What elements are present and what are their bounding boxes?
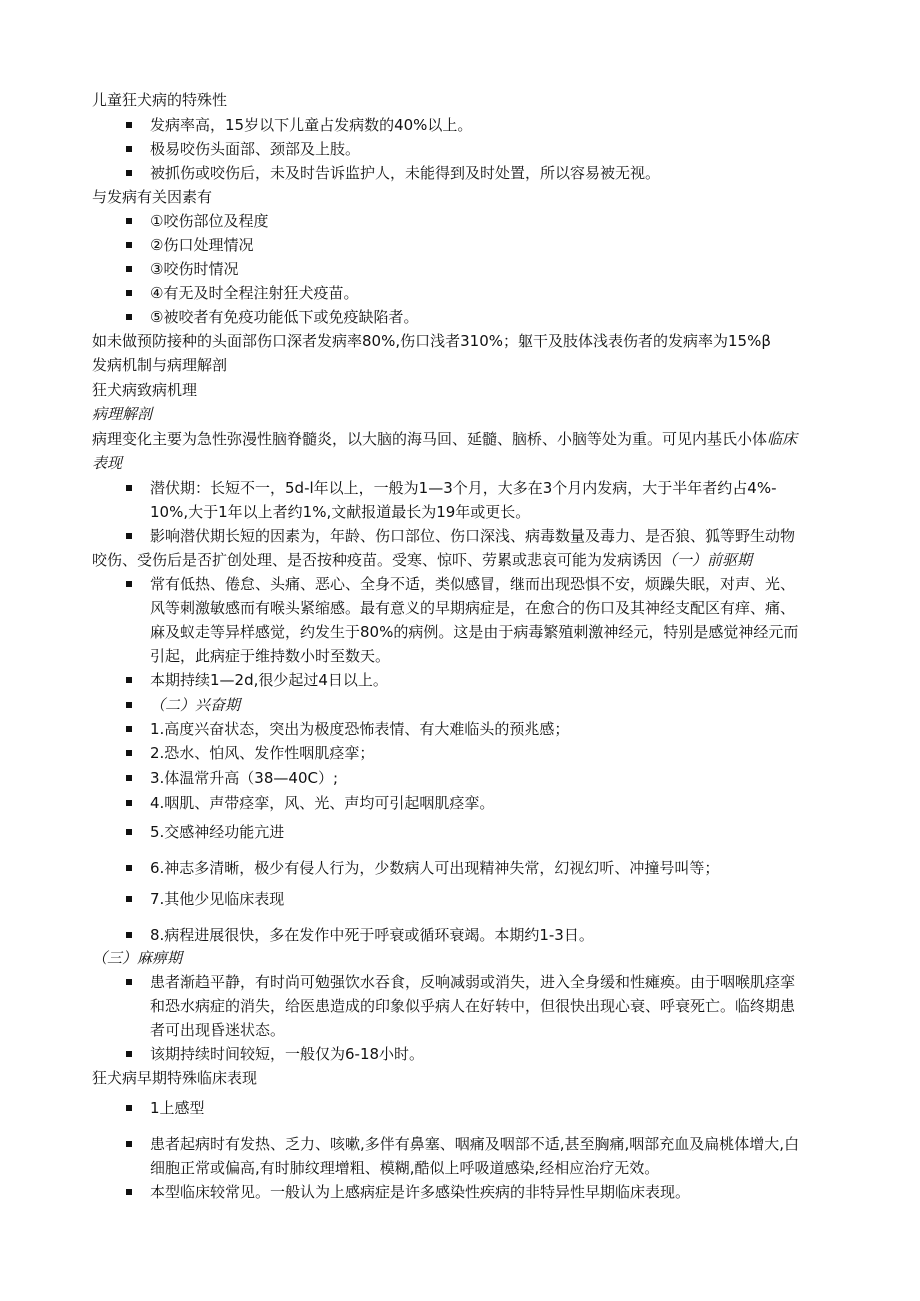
excite-item-8: 8.病程进展很快，多在发作中死于呼衰或循环衰竭。本期约1-3日。	[150, 926, 594, 944]
incubation-line-2: 10%,大于1年以上者约1%,文献报道最长为19年或更长。	[150, 503, 531, 521]
incubation-line-1: 潜伏期：长短不一，5d-l年以上，一般为1—3个月，大多在3个月内发病，大于半年者约占4%-	[150, 479, 777, 497]
bullet-icon	[126, 266, 132, 272]
excite-item-5: 5.交感神经功能亢进	[150, 823, 285, 841]
paralysis-duration: 该期持续时间较短，一般仅为6-18小时。	[150, 1045, 425, 1063]
prodrome-duration: 本期持续1—2d,很少起过4日以上。	[150, 671, 388, 689]
bullet-icon	[126, 865, 132, 871]
prodrome-line-1: 常有低热、倦怠、头痛、恶心、全身不适，类似感冒，继而出现恐惧不安，烦躁失眠，对声、光、	[150, 575, 796, 593]
excite-item-3: 3.体温常升高（38—40C）;	[150, 769, 339, 787]
early-symptoms-line-2: 细胞正常或偏高,有时肺纹理增粗、模糊,酷似上呼吸道感染,经相应治疗无效。	[150, 1159, 660, 1177]
heading-mechanism: 发病机制与病理解剖	[92, 356, 228, 374]
bullet-icon	[126, 485, 132, 491]
influence-line-2: 咬伤、受伤后是否扩创处理、是否按种疫苗。受寒、惊吓、劳累或悲哀可能为发病诱因	[92, 551, 663, 569]
bullet-icon	[126, 1105, 132, 1111]
bullet-icon	[126, 775, 132, 781]
bullet-icon	[126, 726, 132, 732]
bullet-icon	[126, 581, 132, 587]
heading-excitement: （二）兴奋期	[150, 696, 241, 714]
special-item-3: 被抓伤或咬伤后，未及时告诉监护人，未能得到及时处置，所以容易被无视。	[150, 164, 661, 182]
paralysis-line-3: 者可出现昏迷状态。	[150, 1021, 286, 1039]
paralysis-line-2: 和恐水病症的消失，给医患造成的印象似乎病人在好转中，但很快出现心衰、呼衰死亡。临终期患	[150, 997, 796, 1015]
heading-children-special: 儿童狂犬病的特殊性	[92, 91, 228, 109]
bullet-icon	[126, 533, 132, 539]
early-type-1: 1上感型	[150, 1099, 205, 1117]
bullet-icon	[126, 702, 132, 708]
bullet-icon	[126, 122, 132, 128]
prodrome-line-2: 风等刺激敏感而有喉头紧缩感。最有意义的早期病症是，在愈合的伤口及其神经支配区有痒、痛、	[150, 599, 796, 617]
influence-paragraph	[92, 550, 752, 570]
factor-item-1: ①咬伤部位及程度	[150, 212, 269, 230]
excite-item-7: 7.其他少见临床表现	[150, 890, 285, 908]
prodrome-line-4: 引起，此病症于维持数小时至数天。	[150, 647, 391, 665]
heading-prodrome: （一）前驱期	[662, 551, 753, 569]
excite-item-6: 6.神志多清晰，极少有侵人行为，少数病人可出现精神失常，幻视幻听、冲撞号叫等；	[150, 859, 720, 877]
early-symptoms-line-1: 患者起病时有发热、乏力、咳嗽,多伴有鼻塞、咽痛及咽部不适,甚至胸痛,咽部充血及扁桃体增大,白	[150, 1135, 800, 1153]
factor-item-4: ④有无及时全程注射狂犬疫苗。	[150, 284, 359, 302]
early-common-note: 本型临床较常见。一般认为上感病症是许多感染性疾病的非特异性早期临床表现。	[150, 1183, 691, 1201]
heading-pathogenesis: 狂犬病致病机理	[92, 381, 198, 399]
heading-factors: 与发病有关因素有	[92, 188, 213, 206]
bullet-icon	[126, 979, 132, 985]
factor-item-2: ②伤口处理情况	[150, 236, 254, 254]
prodrome-line-3: 麻及蚁走等异样感觉，约发生于80%的病例。这是由于病毒繁殖刺激神经元，特别是感觉神经元而	[150, 623, 799, 641]
excite-item-1: 1.高度兴奋状态，突出为极度恐怖表情、有大难临头的预兆感；	[150, 720, 570, 738]
clinical-heading-part: 临床	[767, 430, 798, 448]
clinical-heading-part-2: 表现	[92, 454, 123, 472]
bullet-icon	[126, 1141, 132, 1147]
rate-line: 如未做预防接种的头面部伤口深者发病率80%,伤口浅者310%；躯干及肢体浅表伤者的发病率为15%β	[92, 332, 771, 350]
bullet-icon	[126, 218, 132, 224]
bullet-icon	[126, 932, 132, 938]
bullet-icon	[126, 1051, 132, 1057]
bullet-icon	[126, 800, 132, 806]
bullet-icon	[126, 242, 132, 248]
pathology-paragraph	[92, 429, 797, 449]
bullet-icon	[126, 677, 132, 683]
bullet-icon	[126, 314, 132, 320]
bullet-icon	[126, 170, 132, 176]
factor-item-3: ③咬伤时情况	[150, 260, 239, 278]
excite-item-2: 2.恐水、怕风、发作性咽肌痉挛；	[150, 744, 375, 762]
pathology-text: 病理变化主要为急性弥漫性脑脊髓炎，以大脑的海马回、延髓、脑桥、小脑等处为重。可见内基氏小体	[92, 430, 768, 448]
heading-paralysis: （三）麻痹期	[92, 949, 183, 967]
paralysis-line-1: 患者渐趋平静，有时尚可勉强饮水吞食，反响减弱或消失，进入全身缓和性瘫痪。由于咽喉肌痉挛	[150, 973, 796, 991]
special-item-2: 极易咬伤头面部、颈部及上肢。	[150, 140, 361, 158]
heading-pathology: 病理解剖	[92, 405, 153, 423]
heading-early-clinical: 狂犬病早期特殊临床表现	[92, 1069, 258, 1087]
bullet-icon	[126, 1189, 132, 1195]
influence-line-1: 影响潜伏期长短的因素为，年龄、伤口部位、伤口深浅、病毒数量及毒力、是否狼、狐等野生动物	[150, 527, 796, 545]
bullet-icon	[126, 829, 132, 835]
factor-item-5: ⑤被咬者有免疫功能低下或免疫缺陷者。	[150, 308, 419, 326]
excite-item-4: 4.咽肌、声带痉挛，风、光、声均可引起咽肌痉挛。	[150, 794, 495, 812]
bullet-icon	[126, 750, 132, 756]
special-item-1: 发病率高，15岁以下儿童占发病数的40%以上。	[150, 116, 473, 134]
bullet-icon	[126, 290, 132, 296]
bullet-icon	[126, 146, 132, 152]
bullet-icon	[126, 896, 132, 902]
